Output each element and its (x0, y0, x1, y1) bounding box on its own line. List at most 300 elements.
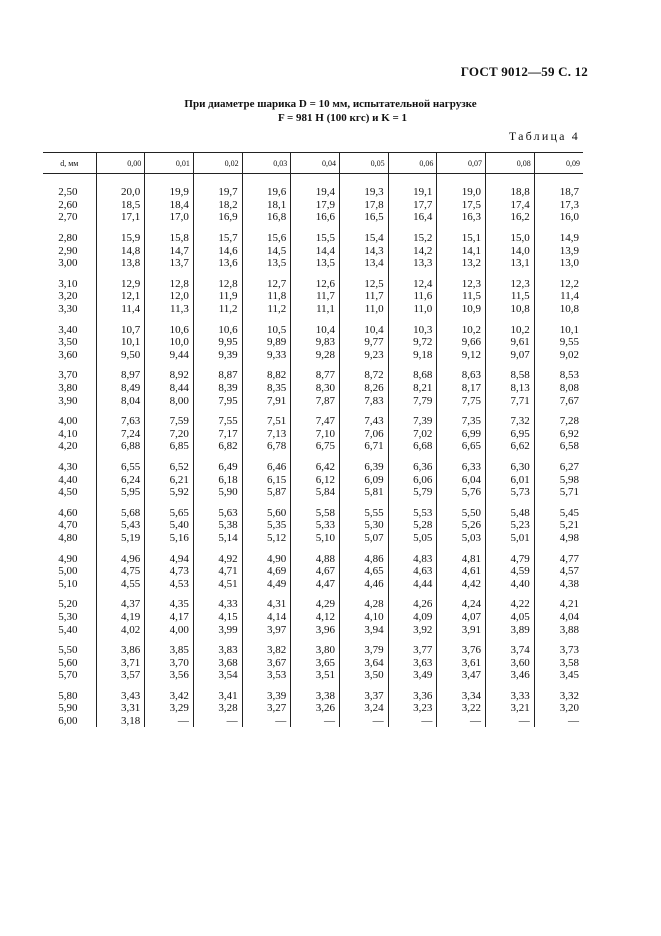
hardness-cell: 17,7 (388, 199, 437, 212)
hardness-cell: 14,2 (388, 244, 437, 257)
hardness-cell: 7,95 (193, 394, 242, 407)
hardness-cell: 3,79 (339, 644, 388, 657)
diameter-cell: 4,40 (58, 473, 78, 486)
hardness-cell: 6,09 (339, 473, 388, 486)
hardness-cell: 4,09 (388, 611, 437, 624)
hardness-cell: 14,6 (193, 244, 242, 257)
table-row (43, 369, 583, 382)
hardness-cell: 3,64 (339, 656, 388, 669)
hardness-cell: 8,49 (96, 382, 145, 395)
hardness-cell: 5,87 (242, 486, 291, 499)
hardness-cell: 4,37 (96, 598, 145, 611)
spacer-cell (193, 270, 242, 278)
hardness-cell: 11,2 (193, 303, 242, 316)
hardness-cell: 4,15 (193, 611, 242, 624)
hardness-cell: 10,6 (145, 323, 194, 336)
column-header: 0,04 (291, 153, 340, 174)
hardness-cell: 5,48 (486, 506, 535, 519)
hardness-cell: 17,1 (96, 211, 145, 224)
hardness-cell: 5,45 (534, 506, 583, 519)
hardness-cell: 10,0 (145, 336, 194, 349)
spacer-cell (486, 224, 535, 232)
table-row (43, 598, 583, 611)
hardness-cell: 5,40 (145, 519, 194, 532)
hardness-cell: 12,8 (145, 278, 194, 291)
hardness-cell: 3,41 (193, 690, 242, 703)
hardness-cell: 3,34 (437, 690, 486, 703)
spacer-cell (486, 590, 535, 598)
spacer-cell (486, 682, 535, 690)
hardness-cell: 7,59 (145, 415, 194, 428)
hardness-cell: 12,1 (96, 290, 145, 303)
spacer-cell (193, 361, 242, 369)
spacer-cell (242, 498, 291, 506)
hardness-cell: 4,04 (534, 611, 583, 624)
hardness-cell: 3,94 (339, 623, 388, 636)
hardness-cell: 8,26 (339, 382, 388, 395)
hardness-cell: 3,91 (437, 623, 486, 636)
spacer-cell (193, 590, 242, 598)
hardness-cell: 5,12 (242, 532, 291, 545)
spacer-cell (291, 498, 340, 506)
hardness-cell: 9,18 (388, 349, 437, 362)
hardness-cell: 9,50 (96, 349, 145, 362)
table-row (43, 669, 583, 682)
hardness-cell: 11,0 (388, 303, 437, 316)
hardness-cell: 5,26 (437, 519, 486, 532)
spacer-cell (339, 590, 388, 598)
hardness-cell: 16,9 (193, 211, 242, 224)
hardness-cell: — (291, 715, 340, 728)
hardness-cell: 15,2 (388, 232, 437, 245)
hardness-cell: 7,55 (193, 415, 242, 428)
spacer-cell (193, 315, 242, 323)
hardness-cell: 17,8 (339, 199, 388, 212)
spacer-cell (193, 682, 242, 690)
spacer-cell (96, 361, 145, 369)
hardness-cell: 4,12 (291, 611, 340, 624)
hardness-cell: 3,67 (242, 656, 291, 669)
hardness-cell: 19,4 (291, 186, 340, 199)
hardness-cell: 15,9 (96, 232, 145, 245)
spacer-cell (486, 361, 535, 369)
diameter-cell: 4,60 (58, 506, 78, 519)
spacer-cell (145, 361, 194, 369)
hardness-cell: 10,1 (534, 323, 583, 336)
table-row (43, 349, 583, 362)
hardness-cell: 4,55 (96, 577, 145, 590)
hardness-cell: 8,97 (96, 369, 145, 382)
group-spacer (43, 224, 583, 232)
spacer-cell (193, 407, 242, 415)
spacer-cell (388, 636, 437, 644)
hardness-cell: 17,3 (534, 199, 583, 212)
hardness-cell: 7,39 (388, 415, 437, 428)
caption-line-2: F = 981 Н (100 кгс) и K = 1 (277, 112, 408, 124)
document-reference: ГОСТ 9012—59 С. 12 (460, 64, 588, 79)
hardness-cell: 11,0 (339, 303, 388, 316)
hardness-cell: 14,1 (437, 244, 486, 257)
hardness-cell: 8,58 (486, 369, 535, 382)
table-row (43, 290, 583, 303)
hardness-cell: 11,4 (534, 290, 583, 303)
spacer-cell (43, 544, 96, 552)
spacer-cell (339, 636, 388, 644)
spacer-cell (339, 544, 388, 552)
spacer-cell (339, 453, 388, 461)
hardness-cell: 6,24 (96, 473, 145, 486)
table-row (43, 394, 583, 407)
hardness-cell: 11,7 (339, 290, 388, 303)
table-row (43, 656, 583, 669)
hardness-cell: 4,05 (486, 611, 535, 624)
group-spacer (43, 590, 583, 598)
hardness-cell: 5,33 (291, 519, 340, 532)
hardness-cell: 19,1 (388, 186, 437, 199)
diameter-cell: 3,00 (58, 257, 78, 270)
hardness-cell: 8,82 (242, 369, 291, 382)
hardness-cell: — (486, 715, 535, 728)
hardness-cell: 3,73 (534, 644, 583, 657)
hardness-cell: 3,85 (145, 644, 194, 657)
table-row (43, 715, 583, 728)
spacer-cell (193, 174, 242, 187)
spacer-cell (145, 174, 194, 187)
spacer-cell (43, 453, 96, 461)
hardness-cell: 5,98 (534, 473, 583, 486)
hardness-cell: 7,13 (242, 428, 291, 441)
hardness-cell: 7,83 (339, 394, 388, 407)
diameter-cell: 4,50 (58, 486, 78, 499)
hardness-cell: — (145, 715, 194, 728)
hardness-cell: 6,55 (96, 461, 145, 474)
diameter-cell: 5,40 (58, 623, 78, 636)
hardness-cell: 13,5 (291, 257, 340, 270)
hardness-cell: 6,82 (193, 440, 242, 453)
hardness-cell: 3,68 (193, 656, 242, 669)
hardness-cell: 10,2 (437, 323, 486, 336)
hardness-cell: 3,60 (486, 656, 535, 669)
table-row (43, 506, 583, 519)
group-spacer (43, 315, 583, 323)
hardness-cell: 3,22 (437, 702, 486, 715)
spacer-cell (193, 544, 242, 552)
diameter-cell: 2,60 (58, 198, 78, 211)
spacer-cell (145, 498, 194, 506)
hardness-cell: 6,30 (486, 461, 535, 474)
hardness-cell: 4,40 (486, 577, 535, 590)
hardness-cell: 4,92 (193, 552, 242, 565)
diameter-cell: 5,90 (58, 702, 78, 715)
hardness-cell: 6,42 (291, 461, 340, 474)
table-row (43, 486, 583, 499)
hardness-cell: 3,61 (437, 656, 486, 669)
spacer-cell (291, 361, 340, 369)
hardness-cell: 3,63 (388, 656, 437, 669)
diameter-cell: 4,20 (58, 440, 78, 453)
hardness-cell: 3,97 (242, 623, 291, 636)
hardness-cell: 4,67 (291, 565, 340, 578)
diameter-cell: 3,70 (58, 369, 78, 382)
spacer-cell (291, 682, 340, 690)
group-spacer (43, 453, 583, 461)
hardness-cell: 18,7 (534, 186, 583, 199)
spacer-cell (242, 544, 291, 552)
spacer-cell (486, 636, 535, 644)
hardness-cell: 13,5 (242, 257, 291, 270)
hardness-cell: 5,03 (437, 532, 486, 545)
hardness-cell: 6,27 (534, 461, 583, 474)
spacer-cell (437, 590, 486, 598)
hardness-cell: 3,71 (96, 656, 145, 669)
hardness-cell: 3,96 (291, 623, 340, 636)
hardness-cell: 10,8 (486, 303, 535, 316)
hardness-cell: 4,61 (437, 565, 486, 578)
group-spacer (43, 407, 583, 415)
diameter-cell: 4,90 (58, 552, 78, 565)
table-row (43, 186, 583, 199)
hardness-cell: — (534, 715, 583, 728)
hardness-cell: 7,47 (291, 415, 340, 428)
hardness-cell: 3,29 (145, 702, 194, 715)
hardness-cell: 17,0 (145, 211, 194, 224)
hardness-cell: 3,54 (193, 669, 242, 682)
hardness-cell: 6,71 (339, 440, 388, 453)
hardness-cell: 14,3 (339, 244, 388, 257)
hardness-cell: 4,81 (437, 552, 486, 565)
spacer-cell (242, 407, 291, 415)
hardness-cell: 12,4 (388, 278, 437, 291)
hardness-cell: 8,92 (145, 369, 194, 382)
hardness-cell: 7,63 (96, 415, 145, 428)
spacer-cell (145, 544, 194, 552)
spacer-cell (242, 270, 291, 278)
hardness-cell: 9,12 (437, 349, 486, 362)
hardness-cell: 6,95 (486, 428, 535, 441)
hardness-cell: 5,07 (339, 532, 388, 545)
hardness-cell: 7,51 (242, 415, 291, 428)
hardness-cell: 9,77 (339, 336, 388, 349)
hardness-cell: 12,6 (291, 278, 340, 291)
spacer-cell (145, 682, 194, 690)
hardness-cell: 3,23 (388, 702, 437, 715)
hardness-cell: 16,5 (339, 211, 388, 224)
hardness-cell: 6,04 (437, 473, 486, 486)
hardness-cell: 7,91 (242, 394, 291, 407)
diameter-cell: 4,10 (58, 427, 78, 440)
hardness-cell: 12,2 (534, 278, 583, 291)
spacer-cell (388, 361, 437, 369)
group-spacer (43, 361, 583, 369)
hardness-cell: 6,12 (291, 473, 340, 486)
hardness-cell: 13,3 (388, 257, 437, 270)
hardness-cell: 12,0 (145, 290, 194, 303)
hardness-cell: 4,71 (193, 565, 242, 578)
column-header: 0,06 (388, 153, 437, 174)
hardness-cell: 3,74 (486, 644, 535, 657)
diameter-cell: 3,20 (58, 290, 78, 303)
hardness-table (43, 152, 583, 727)
spacer-cell (145, 590, 194, 598)
table-row (43, 473, 583, 486)
hardness-cell: 5,71 (534, 486, 583, 499)
diameter-cell: 5,60 (58, 656, 78, 669)
hardness-cell: 3,49 (388, 669, 437, 682)
hardness-cell: 7,06 (339, 428, 388, 441)
spacer-cell (291, 270, 340, 278)
hardness-cell: 6,75 (291, 440, 340, 453)
spacer-cell (193, 453, 242, 461)
spacer-cell (339, 270, 388, 278)
hardness-cell: 6,99 (437, 428, 486, 441)
spacer-cell (339, 224, 388, 232)
hardness-cell: 4,83 (388, 552, 437, 565)
table-row (43, 278, 583, 291)
hardness-cell: 13,2 (437, 257, 486, 270)
spacer-cell (43, 270, 96, 278)
table-row (43, 519, 583, 532)
hardness-cell: 20,0 (96, 186, 145, 199)
hardness-cell: 5,30 (339, 519, 388, 532)
spacer-cell (43, 315, 96, 323)
hardness-cell: 18,2 (193, 199, 242, 212)
hardness-cell: 11,7 (291, 290, 340, 303)
spacer-cell (242, 361, 291, 369)
hardness-cell: 15,6 (242, 232, 291, 245)
hardness-cell: 10,9 (437, 303, 486, 316)
hardness-cell: 8,17 (437, 382, 486, 395)
spacer-cell (145, 270, 194, 278)
hardness-cell: 9,83 (291, 336, 340, 349)
column-header: 0,08 (486, 153, 535, 174)
hardness-cell: 7,32 (486, 415, 535, 428)
hardness-cell: 6,15 (242, 473, 291, 486)
hardness-cell: 13,8 (96, 257, 145, 270)
diameter-cell: 5,70 (58, 669, 78, 682)
hardness-cell: 15,0 (486, 232, 535, 245)
spacer-cell (96, 407, 145, 415)
hardness-cell: 19,3 (339, 186, 388, 199)
hardness-cell: 5,90 (193, 486, 242, 499)
spacer-cell (145, 224, 194, 232)
spacer-cell (388, 315, 437, 323)
hardness-cell: — (339, 715, 388, 728)
hardness-cell: 5,76 (437, 486, 486, 499)
hardness-cell: 16,2 (486, 211, 535, 224)
hardness-cell: 7,87 (291, 394, 340, 407)
spacer-cell (242, 453, 291, 461)
spacer-cell (43, 682, 96, 690)
hardness-cell: 11,3 (145, 303, 194, 316)
spacer-cell (388, 544, 437, 552)
hardness-cell: 12,3 (486, 278, 535, 291)
hardness-cell: 4,63 (388, 565, 437, 578)
hardness-cell: 12,9 (96, 278, 145, 291)
hardness-cell: 3,53 (242, 669, 291, 682)
spacer-cell (96, 224, 145, 232)
spacer-cell (96, 174, 145, 187)
hardness-cell: 13,9 (534, 244, 583, 257)
table-row (43, 303, 583, 316)
hardness-cell: 3,70 (145, 656, 194, 669)
hardness-cell: 7,24 (96, 428, 145, 441)
table-row (43, 611, 583, 624)
spacer-cell (43, 361, 96, 369)
spacer-cell (437, 453, 486, 461)
spacer-cell (437, 544, 486, 552)
hardness-cell: 6,62 (486, 440, 535, 453)
hardness-cell: 3,27 (242, 702, 291, 715)
hardness-cell: 5,79 (388, 486, 437, 499)
hardness-cell: 5,10 (291, 532, 340, 545)
hardness-cell: 4,94 (145, 552, 194, 565)
group-spacer (43, 270, 583, 278)
hardness-cell: 11,5 (437, 290, 486, 303)
hardness-cell: 5,43 (96, 519, 145, 532)
spacer-cell (193, 224, 242, 232)
table-row (43, 440, 583, 453)
hardness-cell: 4,57 (534, 565, 583, 578)
hardness-cell: 14,5 (242, 244, 291, 257)
hardness-cell: 3,80 (291, 644, 340, 657)
group-spacer (43, 174, 583, 187)
column-header-diameter: d, мм (43, 153, 96, 174)
table-row (43, 199, 583, 212)
spacer-cell (486, 407, 535, 415)
spacer-cell (291, 544, 340, 552)
hardness-cell: 3,65 (291, 656, 340, 669)
column-header: 0,09 (534, 153, 583, 174)
spacer-cell (437, 270, 486, 278)
caption-line-1: При диаметре шарика D = 10 мм, испытательной нагрузке (184, 98, 477, 110)
spacer-cell (339, 315, 388, 323)
hardness-cell: 7,02 (388, 428, 437, 441)
spacer-cell (339, 498, 388, 506)
hardness-cell: 9,39 (193, 349, 242, 362)
hardness-cell: 11,2 (242, 303, 291, 316)
hardness-cell: 6,39 (339, 461, 388, 474)
spacer-cell (43, 224, 96, 232)
hardness-cell: 4,24 (437, 598, 486, 611)
hardness-cell: 10,6 (193, 323, 242, 336)
hardness-cell: 18,1 (242, 199, 291, 212)
hardness-cell: 3,28 (193, 702, 242, 715)
hardness-cell: 3,77 (388, 644, 437, 657)
hardness-cell: 3,37 (339, 690, 388, 703)
table-caption (0, 97, 661, 125)
diameter-cell: 4,00 (58, 415, 78, 428)
hardness-cell: 4,98 (534, 532, 583, 545)
hardness-cell: 9,66 (437, 336, 486, 349)
spacer-cell (242, 224, 291, 232)
hardness-cell: 4,88 (291, 552, 340, 565)
hardness-cell: 10,2 (486, 323, 535, 336)
hardness-cell: 4,44 (388, 577, 437, 590)
table-row (43, 336, 583, 349)
hardness-cell: 11,4 (96, 303, 145, 316)
hardness-cell: 3,43 (96, 690, 145, 703)
hardness-cell: 18,5 (96, 199, 145, 212)
hardness-cell: 8,63 (437, 369, 486, 382)
hardness-cell: 3,45 (534, 669, 583, 682)
hardness-cell: 8,21 (388, 382, 437, 395)
spacer-cell (388, 453, 437, 461)
hardness-cell: 17,5 (437, 199, 486, 212)
spacer-cell (534, 361, 583, 369)
spacer-cell (242, 174, 291, 187)
hardness-cell: 5,35 (242, 519, 291, 532)
hardness-cell: 8,08 (534, 382, 583, 395)
